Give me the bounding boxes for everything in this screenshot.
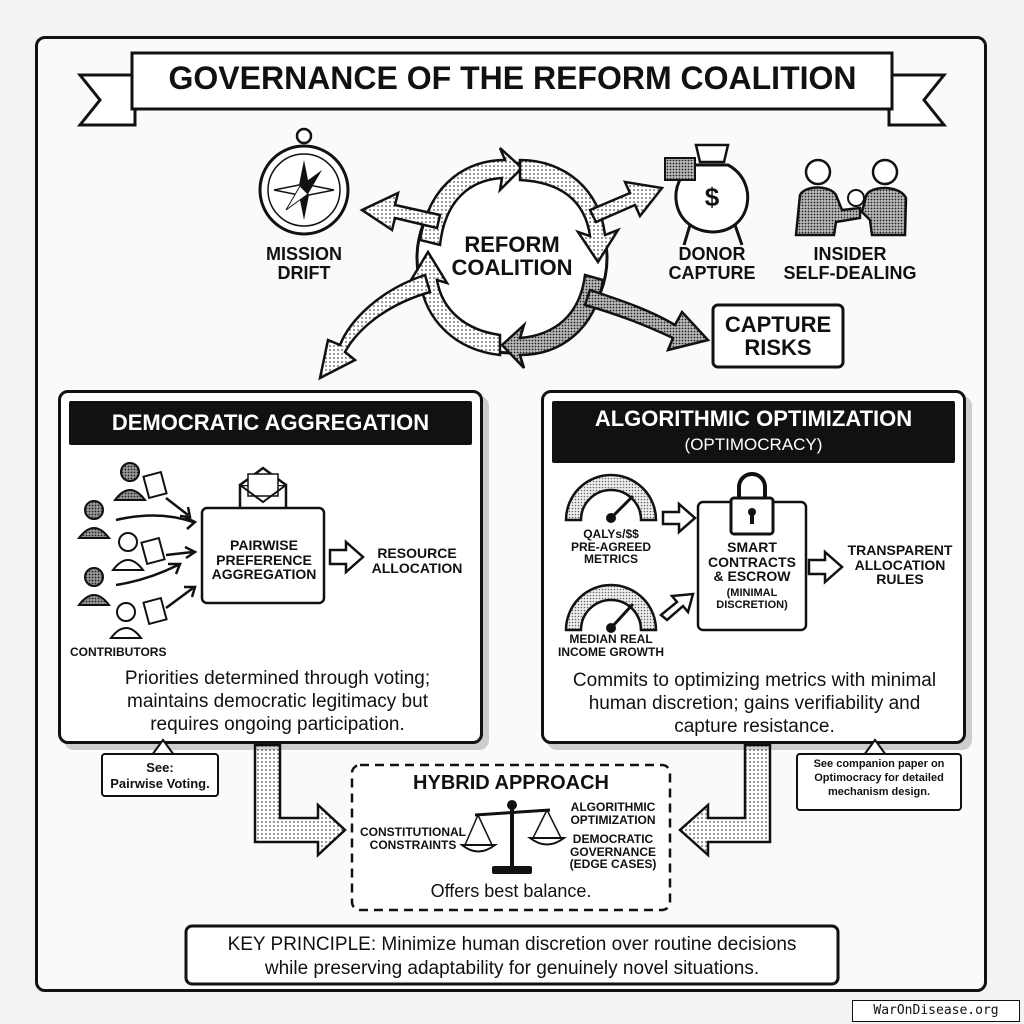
center-label-line1: REFORM	[464, 232, 560, 257]
smart-line3: & ESCROW	[713, 568, 791, 585]
note-line1: See:	[146, 760, 174, 775]
gauge-icon	[566, 475, 656, 523]
gauge2-arrow	[661, 594, 693, 620]
hybrid-algo-line1: ALGORITHMIC	[570, 800, 656, 814]
person-icon	[111, 603, 141, 638]
hybrid-algo-line2: OPTIMIZATION	[570, 812, 656, 827]
algorithmic-title-text: ALGORITHMIC OPTIMIZATION	[594, 406, 913, 431]
transparent-line1: TRANSPARENT	[847, 542, 953, 558]
pairwise-line2: PREFERENCE	[216, 551, 312, 568]
donor-capture-line1: DONOR	[678, 244, 746, 264]
ballot-icon	[141, 472, 166, 624]
pairwise-line3: AGGREGATION	[211, 566, 317, 583]
smart-contracts-label	[698, 540, 806, 611]
democratic-description: Priorities determined through voting; maintains democratic legitimacy but requires ongoing participation.	[124, 668, 431, 735]
hybrid-title: HYBRID APPROACH	[413, 772, 609, 794]
pairwise-line1: PAIRWISE	[230, 537, 298, 553]
gauge2-line1: MEDIAN REAL	[569, 632, 653, 646]
gauge-icon	[566, 585, 656, 633]
transparent-line2: ALLOCATION	[854, 556, 946, 573]
to-resource-arrow	[330, 542, 363, 572]
transparent-line3: RULES	[876, 571, 924, 588]
person-icon	[79, 568, 109, 605]
svg-text:$: $	[704, 182, 720, 212]
capture-risks-label	[713, 313, 843, 359]
insider-line2: SELF-DEALING	[783, 262, 917, 283]
mission-drift-line1: MISSION	[265, 244, 342, 264]
hybrid-demo-line2: GOVERNANCE	[569, 844, 656, 859]
key-principle-line1: KEY PRINCIPLE: Minimize human discretion over routine decisions	[227, 934, 797, 955]
center-label-line2: COALITION	[451, 255, 573, 281]
optimocracy-note: See companion paper on Optimocracy for detailed mechanism design.	[796, 753, 962, 811]
key-principle-text	[190, 933, 834, 981]
compass-icon	[260, 129, 348, 234]
hybrid-demo-line3: (EDGE CASES)	[569, 857, 657, 872]
watermark-link[interactable]: WarOnDisease.org	[852, 1000, 1020, 1022]
person-icon	[79, 501, 109, 538]
gauge1-line3: METRICS	[584, 552, 638, 567]
to-transparent-arrow	[809, 552, 842, 582]
resource-line1: RESOURCE	[377, 545, 457, 561]
gauge1-arrow	[663, 504, 695, 532]
money-bag-icon	[665, 145, 748, 245]
democratic-panel-graphics	[58, 390, 483, 650]
smart-line5: DISCRETION)	[716, 598, 788, 611]
algorithmic-optimization-label	[558, 801, 668, 826]
gauge1-line1: QALYs/$$	[583, 527, 639, 541]
democratic-governance-label	[558, 833, 668, 871]
person-icon	[115, 463, 145, 500]
donor-capture-label	[652, 245, 772, 283]
donor-capture-line2: CAPTURE	[668, 262, 756, 283]
capture-risks-line1: CAPTURE	[724, 312, 832, 337]
constitutional-constraints-label	[357, 826, 469, 851]
democratic-panel-title: DEMOCRATIC AGGREGATION	[69, 401, 472, 445]
padlock-icon	[731, 474, 773, 534]
contributors-label: CONTRIBUTORS	[70, 645, 167, 659]
person-icon	[113, 533, 143, 570]
gauge2-label	[549, 633, 673, 658]
smart-line1: SMART	[727, 539, 777, 555]
page-title: GOVERNANCE OF THE REFORM COALITION	[168, 60, 857, 96]
resource-allocation-label	[362, 546, 472, 575]
handshake-icon	[796, 160, 906, 235]
insider-self-dealing-label	[780, 245, 920, 283]
pairwise-voting-note	[101, 753, 219, 797]
smart-line4: (MINIMAL	[726, 587, 778, 600]
hybrid-demo-line1: DEMOCRATIC	[572, 832, 654, 846]
center-label	[437, 233, 587, 279]
pairwise-box-label	[203, 538, 325, 582]
insider-line1: INSIDER	[813, 244, 887, 264]
note-line2: Pairwise Voting.	[110, 776, 210, 792]
gauge1-line2: PRE-AGREED	[570, 539, 651, 554]
smart-line2: CONTRACTS	[708, 553, 796, 570]
gauge1-label	[556, 528, 666, 566]
mission-drift-label	[244, 245, 364, 283]
capture-risks-line2: RISKS	[744, 335, 812, 361]
constitutional-line1: CONSTITUTIONAL	[360, 825, 466, 839]
resource-line2: ALLOCATION	[371, 559, 463, 576]
gauge2-line2: INCOME GROWTH	[558, 644, 664, 659]
constitutional-line2: CONSTRAINTS	[369, 837, 457, 852]
hybrid-footer: Offers best balance.	[430, 881, 592, 901]
algorithmic-description: Commits to optimizing metrics with minimal human discretion; gains verifiability and capture resistance.	[572, 670, 937, 737]
transparent-rules-label	[840, 543, 960, 587]
algorithmic-subtitle-text: (OPTIMOCRACY)	[684, 435, 823, 454]
key-principle-line2: while preserving adaptability for genuinely novel situations.	[264, 957, 760, 979]
mission-drift-line2: DRIFT	[277, 262, 331, 283]
